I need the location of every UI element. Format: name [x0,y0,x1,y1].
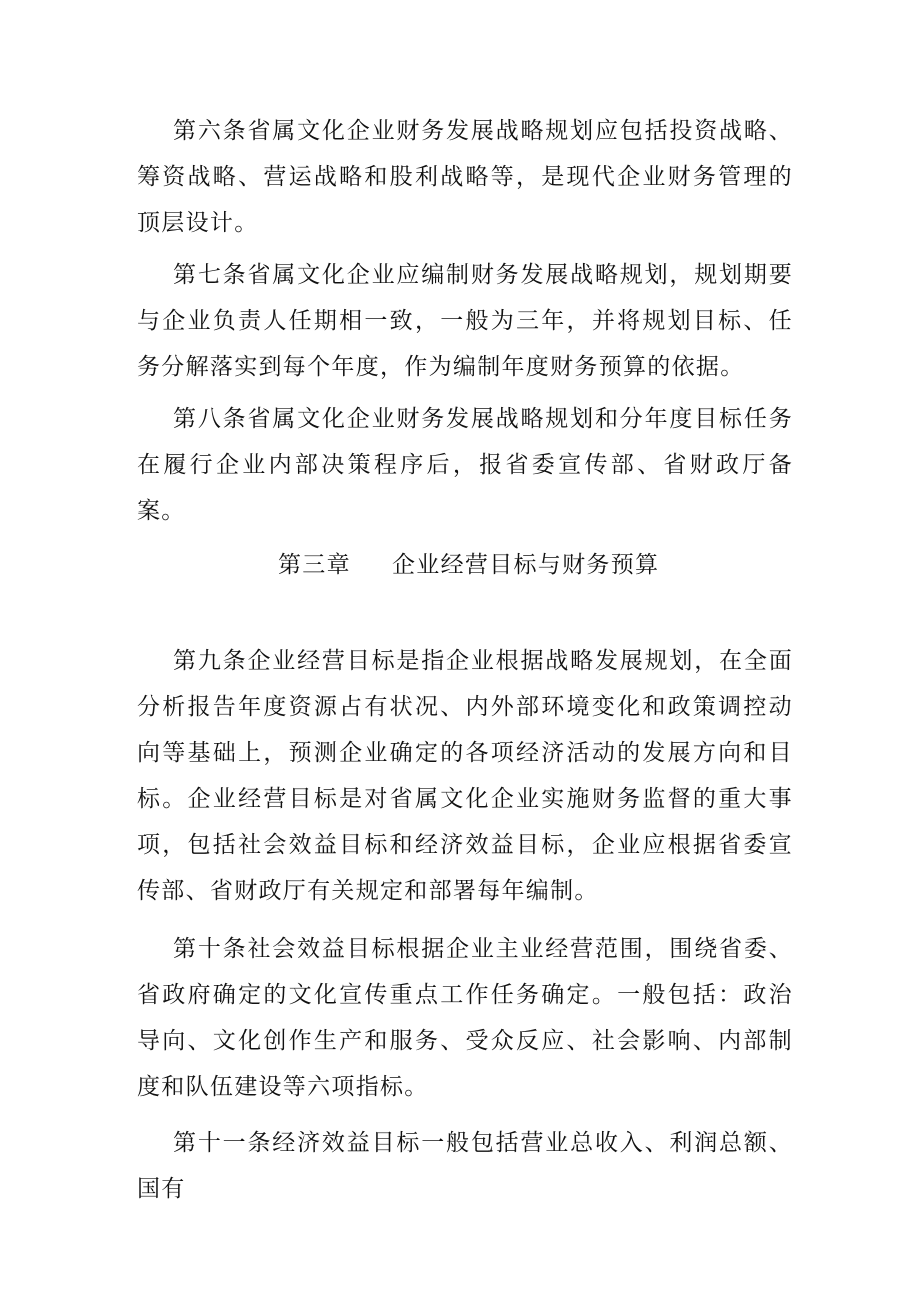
paragraph-article-8: 第八条省属文化企业财务发展战略规划和分年度目标任务在履行企业内部决策程序后，报省委宣传部、省财政厅备案。 [137,406,793,524]
paragraph-article-7: 第七条省属文化企业应编制财务发展战略规划，规划期要与企业负责人任期相一致，一般为三年，并将规划目标、任务分解落实到每个年度，作为编制年度财务预算的依据。 [137,262,793,380]
chapter-number: 第三章 [278,552,351,578]
paragraph-article-11: 第十一条经济效益目标一般包括营业总收入、利润总额、国有 [137,1130,793,1202]
paragraph-article-6: 第六条省属文化企业财务发展战略规划应包括投资战略、筹资战略、营运战略和股利战略等，是现代企业财务管理的顶层设计。 [137,118,793,236]
paragraph-article-10: 第十条社会效益目标根据企业主业经营范围，围绕省委、省政府确定的文化宣传重点工作任务确定。一般包括：政治导向、文化创作生产和服务、受众反应、社会影响、内部制度和队伍建设等六项指标。 [137,936,793,1100]
chapter-title: 企业经营目标与财务预算 [392,552,660,578]
chapter-heading [0,542,920,588]
paragraph-article-9: 第九条企业经营目标是指企业根据战略发展规划，在全面分析报告年度资源占有状况、内外部环境变化和政策调控动向等基础上，预测企业确定的各项经济活动的发展方向和目标。企业经营目标是对省属文化企业实施财务监督的重大事项，包括社会效益目标和经济效益目标，企业应根据省委宣传部、省财政厅有关规定和部署每年编制。 [137,648,793,904]
